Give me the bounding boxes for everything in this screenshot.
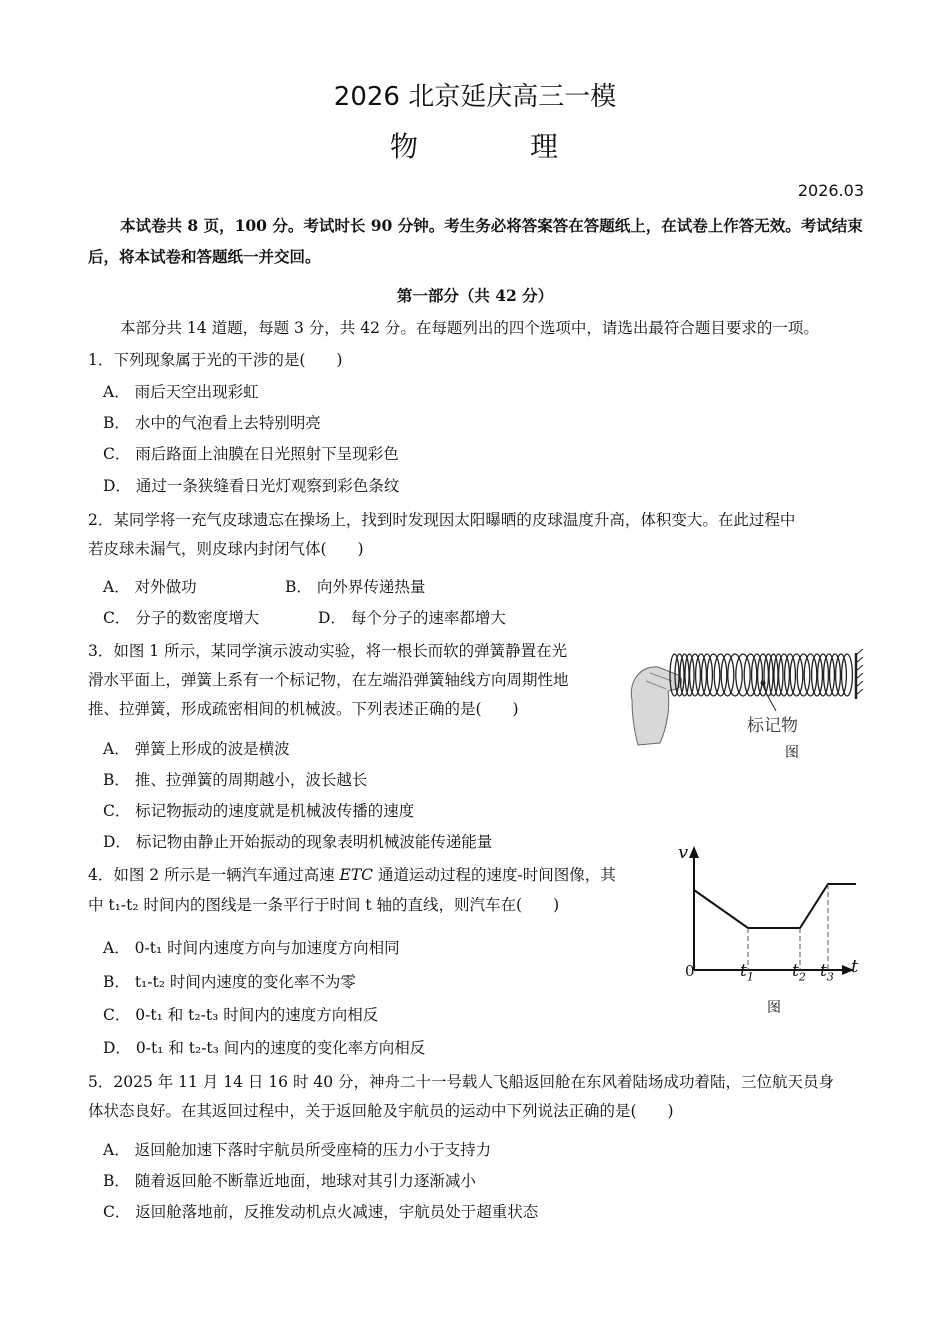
question-3-stem-line2: 滑水平面上，弹簧上系有一个标记物，在左端沿弹簧轴线方向周期性地 (88, 671, 569, 689)
question-1-option-c: C． 雨后路面上油膜在日光照射下呈现彩色 (103, 445, 399, 463)
question-3-option-d: D． 标记物由静止开始振动的现象表明机械波能传递能量 (103, 833, 493, 851)
question-3-stem-line3: 推、拉弹簧，形成疏密相间的机械波。下列表述正确的是( ) (88, 700, 519, 718)
question-4-option-c: C． 0-t₁ 和 t₂-t₃ 时间内的速度方向相反 (103, 1006, 379, 1024)
exam-instructions: 本试卷共 8 页，100 分。考试时长 90 分钟。考生务必将答案答在答题纸上，在试卷上作答无效。考试结束后，将本试卷和答题纸一并交回。 (88, 216, 863, 266)
spring-coil (804, 654, 817, 696)
question-3-option-c: C． 标记物振动的速度就是机械波传播的速度 (103, 802, 415, 820)
question-2-option-a: A． 对外做功 (103, 578, 197, 596)
tick-t1: $t_1$ (740, 961, 754, 984)
spring-coil (797, 654, 810, 696)
spring-coil (790, 654, 803, 696)
marker-label: 标记物 (747, 716, 798, 736)
question-4-stem-line1 (88, 863, 616, 885)
spring-coil (714, 654, 727, 696)
spring-coil (736, 654, 750, 696)
question-2-stem-line1: 2．某同学将一充气皮球遗忘在操场上，找到时发现因太阳曝晒的皮球温度升高，体积变大。在此过程中 (88, 511, 796, 529)
spring-coil (707, 654, 720, 696)
section-intro: 本部分共 14 道题，每题 3 分，共 42 分。在每题列出的四个选项中，请选出最符合题目要求的一项。 (120, 319, 819, 337)
question-5-option-b: B． 随着返回舱不断靠近地面，地球对其引力逐渐减小 (103, 1172, 476, 1190)
subject-char-2: 理 (529, 130, 560, 163)
section-title: 第一部分（共 42 分） (396, 286, 554, 305)
spring-coil (728, 654, 742, 696)
question-2-option-b: B． 向外界传递热量 (285, 578, 426, 596)
origin-label: 0 (685, 962, 695, 980)
question-3-option-a: A． 弹簧上形成的波是横波 (103, 740, 290, 758)
question-1-stem: 1．下列现象属于光的干涉的是( ) (88, 351, 343, 369)
question-4-option-b: B． t₁-t₂ 时间内速度的变化率不为零 (103, 973, 356, 991)
question-4-stem-part2: 通道运动过程的速度-时间图像，其 (373, 866, 616, 884)
exam-title: 2026 北京延庆高三一模 (333, 82, 617, 112)
question-5-option-a: A． 返回舱加速下落时宇航员所受座椅的压力小于支持力 (103, 1141, 492, 1159)
question-2-option-c: C． 分子的数密度增大 (103, 609, 260, 627)
subject-title (0, 125, 950, 165)
figure-1-spring (620, 645, 870, 765)
figure-2-vt-graph (670, 840, 870, 1020)
question-1-option-a: A． 雨后天空出现彩虹 (103, 383, 259, 401)
figure-2-caption: 图 (767, 1000, 781, 1016)
question-1-option-b: B． 水中的气泡看上去特别明亮 (103, 414, 321, 432)
question-5-stem-line2: 体状态良好。在其返回过程中，关于返回舱及宇航员的运动中下列说法正确的是( ) (88, 1102, 674, 1120)
tick-t2: $t_2$ (792, 961, 806, 984)
exam-date: 2026.03 (797, 181, 864, 200)
question-1-option-d: D． 通过一条狭缝看日光灯观察到彩色条纹 (103, 477, 400, 495)
subject-char-1: 物 (389, 130, 420, 163)
marker-dot (761, 681, 766, 686)
x-axis-label: t (851, 956, 859, 977)
question-4-stem-part1: 4．如图 2 所示是一辆汽车通过高速 (88, 866, 340, 884)
question-4-option-d: D． 0-t₁ 和 t₂-t₃ 间内的速度的变化率方向相反 (103, 1039, 426, 1057)
question-3-option-b: B． 推、拉弹簧的周期越小，波长越长 (103, 771, 368, 789)
question-2-option-d: D． 每个分子的速率都增大 (318, 609, 506, 627)
question-4-option-a: A． 0-t₁ 时间内速度方向与加速度方向相同 (103, 939, 400, 957)
question-4-stem-line2: 中 t₁-t₂ 时间内的图线是一条平行于时间 t 轴的直线，则汽车在( ) (88, 896, 560, 914)
question-5-option-c: C． 返回舱落地前，反推发动机点火减速，宇航员处于超重状态 (103, 1203, 539, 1221)
question-3-stem-line1: 3．如图 1 所示，某同学演示波动实验，将一根长而软的弹簧静置在光 (88, 642, 568, 660)
question-2-stem-line2: 若皮球未漏气，则皮球内封闭气体( ) (88, 540, 364, 558)
tick-t3: $t_3$ (820, 961, 834, 984)
y-axis-label: v (678, 842, 689, 863)
question-5-stem-line1: 5．2025 年 11 月 14 日 16 时 40 分，神舟二十一号载人飞船返回舱在东风着陆场成功着陆，三位航天员身 (88, 1073, 835, 1091)
question-4-stem-etc: ETC (339, 866, 374, 884)
figure-1-caption: 图 (785, 745, 799, 761)
